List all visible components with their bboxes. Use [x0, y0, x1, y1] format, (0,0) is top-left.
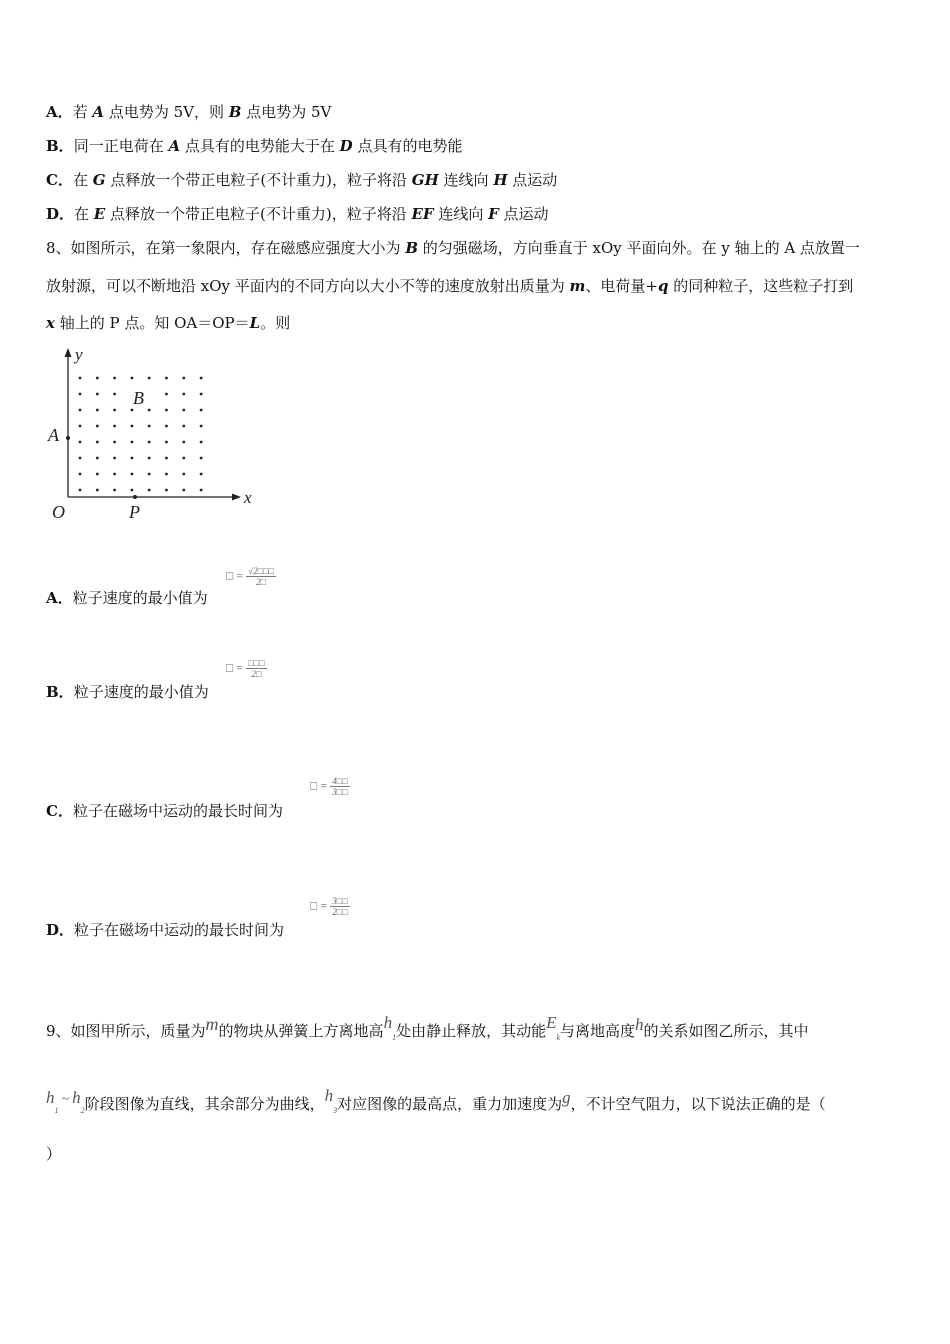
field-dot	[79, 425, 82, 428]
field-dot	[148, 441, 151, 444]
q8-stem-line-1: 8、如图所示，在第一象限内，存在磁感应强度大小为 B 的匀强磁场，方向垂直于 xOy 平面向外。在 y 轴上的 A 点放置一	[46, 239, 860, 257]
field-dot	[165, 393, 168, 396]
field-dot	[96, 489, 99, 492]
q8-option-c-formula: □ = $\frac{4□□}{3□□}$	[310, 776, 348, 797]
field-dot	[96, 441, 99, 444]
field-dot	[96, 393, 99, 396]
field-dot	[200, 457, 203, 460]
field-dot	[96, 425, 99, 428]
q8-option-d-formula: □ = $\frac{3□□}{2□□}$	[310, 896, 348, 917]
field-dot	[113, 489, 116, 492]
q8-option-b-formula: □ = $\frac{□□□}{2□}$	[226, 658, 265, 679]
field-dot	[131, 489, 134, 492]
point-p-label: P	[129, 502, 140, 522]
point-a-label: A	[48, 425, 59, 445]
field-dot	[113, 457, 116, 460]
q9-stem-line-3: ）	[46, 1145, 62, 1163]
field-dot	[165, 377, 168, 380]
field-dot	[182, 393, 185, 396]
field-dot	[148, 425, 151, 428]
q7-option-b: B．同一正电荷在 A 点具有的电势能大于在 D 点具有的电势能	[46, 137, 463, 155]
field-dot	[79, 457, 82, 460]
x-axis-arrow	[232, 494, 241, 501]
y-axis-arrow	[65, 348, 72, 357]
field-dot	[182, 473, 185, 476]
q8-option-a-formula: □ = $\frac{√2□□□}{2□}$	[226, 566, 275, 587]
field-dot	[200, 409, 203, 412]
option-label: D．	[46, 205, 75, 223]
field-dot	[96, 473, 99, 476]
field-dot	[200, 393, 203, 396]
field-dot	[165, 441, 168, 444]
y-axis-label: y	[75, 345, 83, 364]
option-label: B．	[46, 137, 74, 155]
field-dot	[96, 377, 99, 380]
option-label: C．	[46, 171, 73, 189]
option-label: A．	[46, 103, 73, 121]
field-dot	[165, 457, 168, 460]
origin-label: O	[52, 502, 65, 522]
field-dot	[79, 409, 82, 412]
field-dot	[79, 473, 82, 476]
field-dot	[131, 473, 134, 476]
field-dot	[200, 425, 203, 428]
q8-stem-line-3: x 轴上的 P 点。知 OA＝OP＝L。则	[46, 314, 291, 332]
field-dot	[96, 457, 99, 460]
field-dot	[200, 377, 203, 380]
point-a-dot	[66, 436, 70, 440]
field-dot	[148, 489, 151, 492]
field-dot	[131, 409, 134, 412]
q7-option-a: A．若 A 点电势为 5V，则 B 点电势为 5V	[46, 103, 332, 121]
q7-option-c: C．在 G 点释放一个带正电粒子(不计重力)，粒子将沿 GH 连线向 H 点运动	[46, 171, 558, 189]
field-dot	[182, 425, 185, 428]
q8-option-a: A．粒子速度的最小值为	[46, 589, 208, 607]
field-dot	[131, 377, 134, 380]
field-dot	[113, 441, 116, 444]
field-dot	[79, 377, 82, 380]
field-dot	[200, 489, 203, 492]
option-label: B．	[46, 683, 74, 701]
field-dot	[113, 473, 116, 476]
field-dot	[165, 473, 168, 476]
field-dot	[131, 457, 134, 460]
field-dot	[182, 377, 185, 380]
field-dot	[165, 409, 168, 412]
field-dot	[182, 409, 185, 412]
field-dot	[182, 457, 185, 460]
field-dot	[113, 425, 116, 428]
field-dot	[79, 441, 82, 444]
field-dot	[113, 393, 116, 396]
field-dot	[113, 409, 116, 412]
field-dot	[96, 409, 99, 412]
field-dot	[182, 441, 185, 444]
field-b-label: B	[133, 388, 144, 408]
field-dot	[79, 393, 82, 396]
q8-stem-line-2: 放射源，可以不断地沿 xOy 平面内的不同方向以大小不等的速度放射出质量为 m、电荷量+q 的同种粒子，这些粒子打到	[46, 277, 854, 295]
field-dot	[200, 473, 203, 476]
field-dot	[148, 409, 151, 412]
q9-stem-line-1: 9、如图甲所示，质量为m的物块从弹簧上方离地高$h_1$处由静止释放，其动能$E_k$与离地高度h的关系如图乙所示，其中	[46, 1013, 809, 1042]
q7-option-d: D．在 E 点释放一个带正电粒子(不计重力)，粒子将沿 EF 连线向 F 点运动	[46, 205, 549, 223]
point-p-dot	[133, 495, 137, 499]
q8-option-c: C．粒子在磁场中运动的最长时间为	[46, 802, 283, 820]
field-dot	[165, 425, 168, 428]
x-axis-label: x	[244, 488, 252, 507]
field-dot	[148, 377, 151, 380]
field-dot	[165, 489, 168, 492]
field-dot	[131, 441, 134, 444]
q8-option-b: B．粒子速度的最小值为	[46, 683, 209, 701]
field-dot	[182, 489, 185, 492]
field-dot	[148, 457, 151, 460]
option-label: D．	[46, 921, 75, 939]
q8-option-d: D．粒子在磁场中运动的最长时间为	[46, 921, 285, 939]
option-label: C．	[46, 802, 73, 820]
field-dot	[200, 441, 203, 444]
field-dot	[113, 377, 116, 380]
option-label: A．	[46, 589, 73, 607]
field-dot	[131, 425, 134, 428]
q9-stem-line-2: $h_1\sim$ $h_2$阶段图像为直线，其余部分为曲线，$h_3$对应图像的最高点，重力加速度为g，不计空气阻力，以下说法正确的是（	[46, 1086, 826, 1115]
field-dot	[148, 473, 151, 476]
field-dot	[79, 489, 82, 492]
magnetic-field-figure	[40, 342, 270, 527]
